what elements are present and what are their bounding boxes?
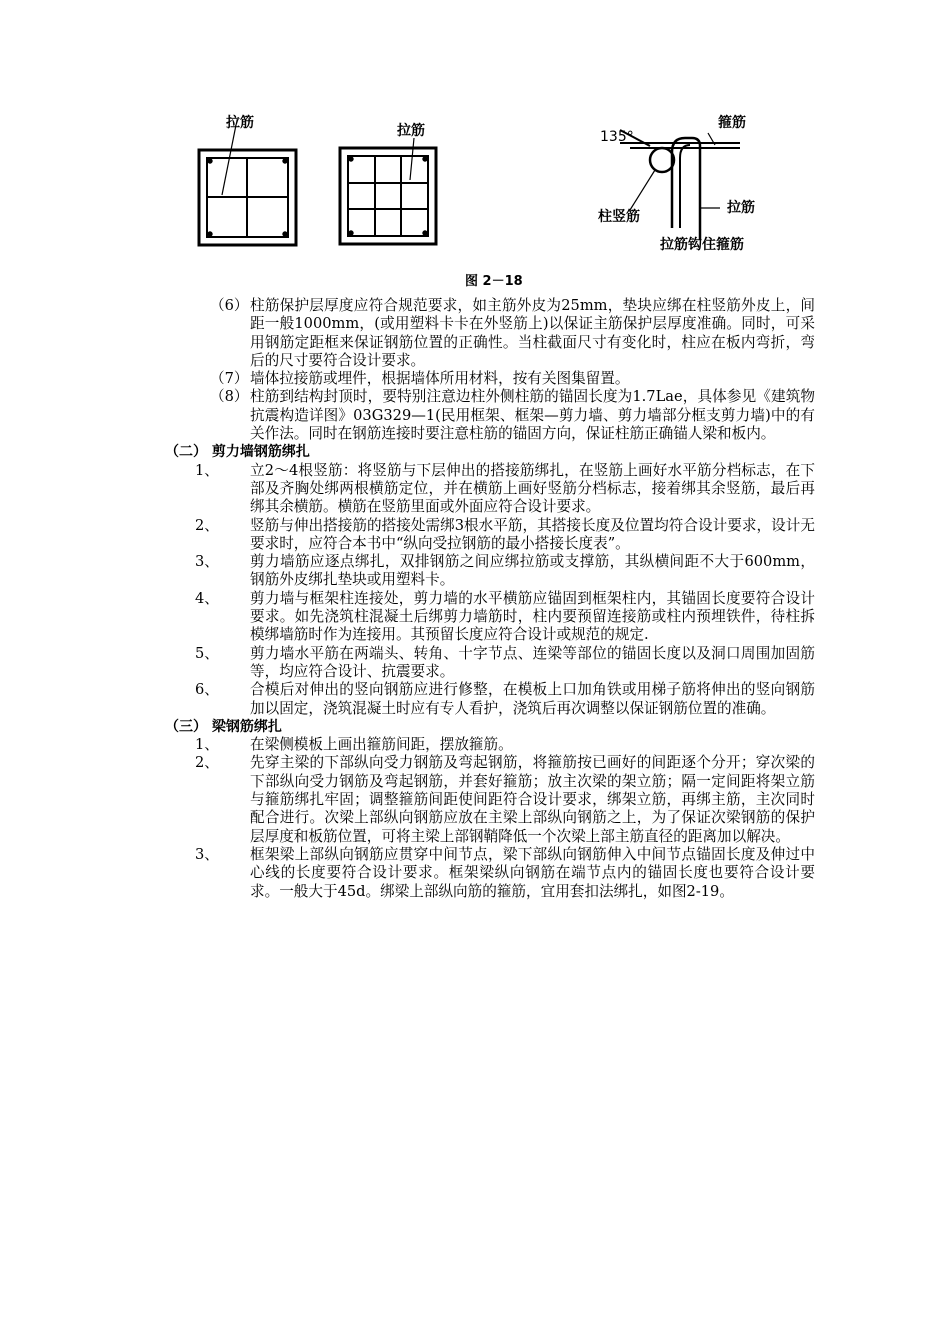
sub-item [165,370,815,388]
item-number: 5、 [195,644,219,662]
item-text: 剪力墙筋应逐点绑扎，双排钢筋之间应绑拉筋或支撑筋，其纵横间距不大于600mm，钢筋外皮绑扎垫块或用塑料卡。 [250,553,815,589]
item-text: 框架梁上部纵向钢筋应贯穿中间节点，梁下部纵向钢筋伸入中间节点锚固长度及伸过中心线的长度要符合设计要求。框架梁纵向钢筋在端节点内的锚固长度也要符合设计要求。一般大于45d。绑梁上部纵向筋的箍筋，宜用套扣法绑扎，如图2-19。 [250,845,815,900]
label-middle-tie: 拉筋 [397,123,425,139]
item-number: 6、 [195,681,219,699]
label-stirrup: 箍筋 [718,115,746,131]
item-number: 3、 [195,553,219,571]
section-heading-shear-wall: （二） 剪力墙钢筋绑扎 [165,444,310,461]
list-item [165,553,815,590]
item-text: 剪力墙与框架柱连接处，剪力墙的水平横筋应锚固到框架柱内，其锚固长度要符合设计要求。如先浇筑柱混凝土后绑剪力墙筋时，柱内要预留连接筋或柱内预埋铁件，待柱拆模绑墙筋时作为连接用。其预留长度应符合设计或规范的规定. [250,589,815,644]
item-text: 在梁侧模板上画出箍筋间距，摆放箍筋。 [250,736,513,754]
item-text: 墙体拉接筋或埋件，根据墙体所用材料，按有关图集留置。 [250,370,630,388]
item-number: （6） [210,297,249,314]
item-number: （8） [210,388,249,406]
item-text: 立2～4根竖筋：将竖筋与下层伸出的搭接筋绑扎，在竖筋上画好水平筋分档标志，在下部及齐胸处绑两根横筋定位，并在横筋上画好竖筋分档标志，接着绑其余竖筋，最后再绑其余横筋。横筋在竖筋里面或外面应符合设计要求。 [250,461,815,516]
list-item [165,754,815,845]
sub-item [165,388,815,443]
column-section-2x2 [199,125,296,245]
item-number: 2、 [195,516,219,534]
item-number: 4、 [195,589,219,607]
column-section-3x3 [340,138,436,244]
item-text: 柱筋到结构封顶时，要特别注意边柱外侧柱筋的锚固长度为1.7Lae，具体参见《建筑物抗震构造详图》03G329—1(民用框架、框架—剪力墙、剪力墙部分框支剪力墙)中的有关作法。同时在钢筋连接时要注意柱筋的锚固方向，保证柱筋正确锚人梁和板内。 [250,388,815,443]
document-body [165,297,815,901]
label-angle: 135° [600,129,634,145]
item-text: 剪力墙水平筋在两端头、转角、十字节点、连梁等部位的锚固长度以及洞口周围加固筋等，均应符合设计、抗震要求。 [250,644,815,680]
item-number: 1、 [195,461,219,479]
label-hook-caption: 拉筋钩住箍筋 [660,237,744,253]
list-item [165,645,815,682]
item-number: 1、 [195,736,219,754]
label-tie: 拉筋 [727,200,755,216]
item-text: 柱筋保护层厚度应符合规范要求，如主筋外皮为25mm，垫块应绑在柱竖筋外皮上，间距一般1000mm，(或用塑料卡卡在外竖筋上)以保证主筋保护层厚度准确。同时，可采用钢筋定距框来保证钢筋位置的正确性。当柱截面尺寸有变化时，柱应在板内弯折，弯后的尺寸要符合设计要求。 [250,297,815,369]
figure-2-18 [180,100,780,295]
list-item [165,590,815,645]
label-left-tie: 拉筋 [226,115,254,131]
item-number: 2、 [195,754,219,772]
section-heading-beam: （三） 梁钢筋绑扎 [165,718,282,735]
item-number: （7） [210,370,249,388]
list-item [165,736,815,754]
list-item [165,462,815,517]
item-text: 竖筋与伸出搭接筋的搭接处需绑3根水平筋，其搭接长度及位置均符合设计要求，设计无要求时，应符合本书中“纵向受拉钢筋的最小搭接长度表”。 [250,516,815,552]
sub-item [165,297,815,370]
list-item [165,846,815,901]
list-item [165,681,815,718]
label-column-bar: 柱竖筋 [598,209,640,225]
item-text: 先穿主梁的下部纵向受力钢筋及弯起钢筋，将箍筋按已画好的间距逐个分开；穿次梁的下部纵向受力钢筋及弯起钢筋，并套好箍筋；放主次梁的架立筋；隔一定间距将架立筋与箍筋绑扎牢固；调整箍筋间距使间距符合设计要求，绑架立筋，再绑主筋，主次同时配合进行。次梁上部纵向钢筋应放在主梁上部纵向钢筋之上，为了保证次梁钢筋的保护层厚度和板筋位置，可将主梁上部钢鞘降低一个次梁上部主筋直径的距离加以解决。 [250,754,815,845]
figure-caption: 图 2－18 [465,274,523,289]
list-item [165,517,815,554]
item-text: 合模后对伸出的竖向钢筋应进行修整，在模板上口加角铁或用梯子筋将伸出的竖向钢筋加以固定，浇筑混凝土时应有专人看护，浇筑后再次调整以保证钢筋位置的准确。 [250,681,815,717]
item-number: 3、 [195,845,219,863]
